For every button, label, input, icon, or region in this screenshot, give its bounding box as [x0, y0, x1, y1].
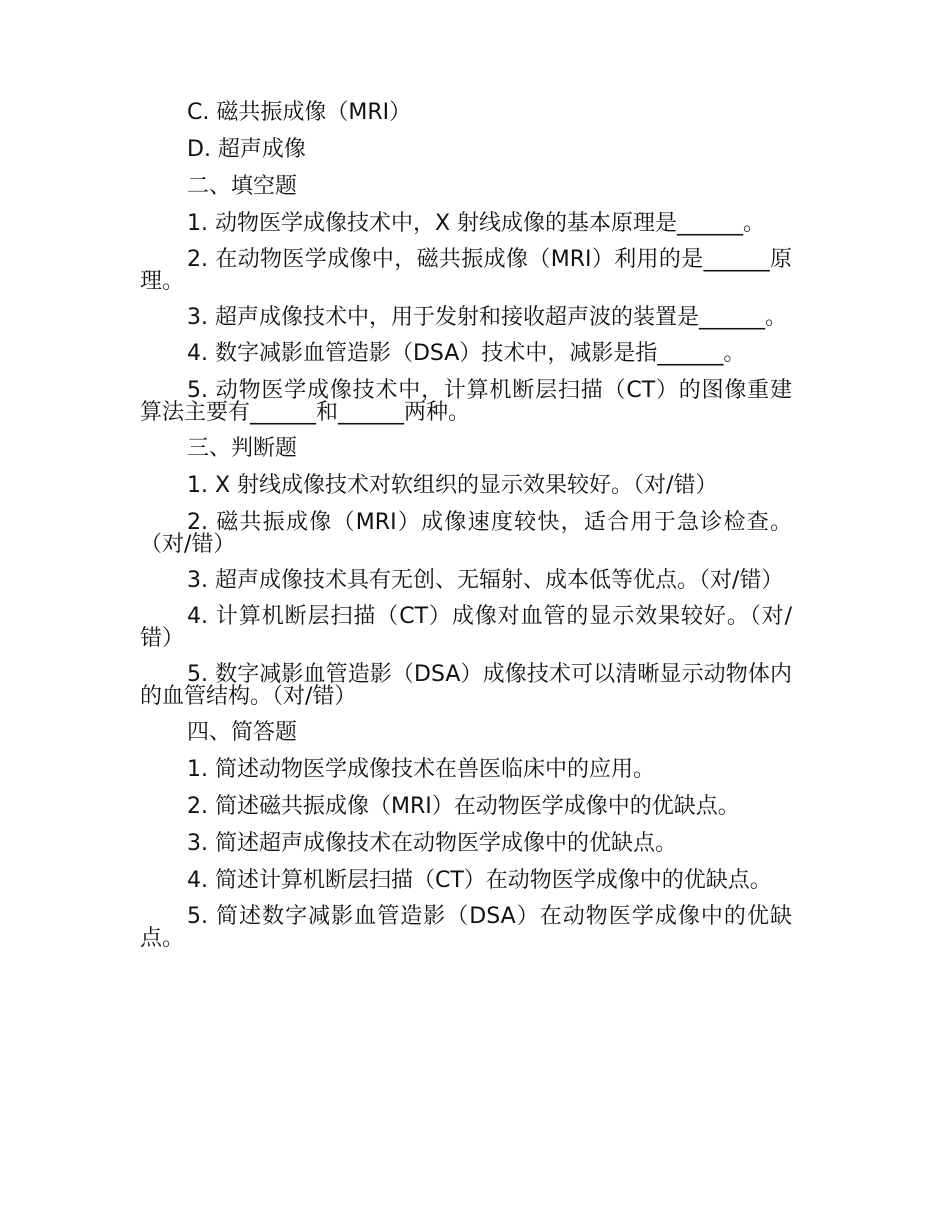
- true-false-question-3: 3. 超声成像技术具有无创、无辐射、成本低等优点。（对/错）: [187, 568, 784, 593]
- document-body: [140, 102, 792, 964]
- fill-blank-question-5: 5. 动物医学成像技术中，计算机断层扫描（CT）的图像重建算法主要有______和______两种。: [140, 378, 792, 425]
- fill-blank-question-3: 3. 超声成像技术中，用于发射和接收超声波的装置是______。: [187, 305, 787, 330]
- short-answer-question-2: 2. 简述磁共振成像（MRI）在动物医学成像中的优缺点。: [187, 794, 740, 819]
- true-false-question-4: 4. 计算机断层扫描（CT）成像对血管的显示效果较好。（对/错）: [140, 604, 792, 651]
- short-answer-question-3: 3. 简述超声成像技术在动物医学成像中的优缺点。: [187, 831, 677, 856]
- fill-blank-question-4: 4. 数字减影血管造影（DSA）技术中，减影是指______。: [187, 341, 746, 366]
- fill-blank-question-2: 2. 在动物医学成像中，磁共振成像（MRI）利用的是______原理。: [140, 247, 792, 294]
- option-c: C. 磁共振成像（MRI）: [187, 100, 412, 125]
- short-answer-question-1: 1. 简述动物医学成像技术在兽医临床中的应用。: [187, 757, 655, 782]
- section-heading-fill-blank: 二、填空题: [187, 174, 298, 199]
- short-answer-question-5: 5. 简述数字减影血管造影（DSA）在动物医学成像中的优缺点。: [140, 904, 792, 951]
- true-false-question-5: 5. 数字减影血管造影（DSA）成像技术可以清晰显示动物体内的血管结构。（对/错）: [140, 662, 792, 709]
- true-false-question-1: 1. X 射线成像技术对软组织的显示效果较好。（对/错）: [187, 473, 718, 498]
- true-false-question-2: 2. 磁共振成像（MRI）成像速度较快，适合用于急诊检查。（对/错）: [140, 510, 792, 557]
- option-d: D. 超声成像: [187, 137, 306, 162]
- fill-blank-question-1: 1. 动物医学成像技术中，X 射线成像的基本原理是______。: [187, 211, 766, 236]
- section-heading-true-false: 三、判断题: [187, 436, 298, 461]
- short-answer-question-4: 4. 简述计算机断层扫描（CT）在动物医学成像中的优缺点。: [187, 868, 772, 893]
- section-heading-short-answer: 四、简答题: [187, 720, 298, 745]
